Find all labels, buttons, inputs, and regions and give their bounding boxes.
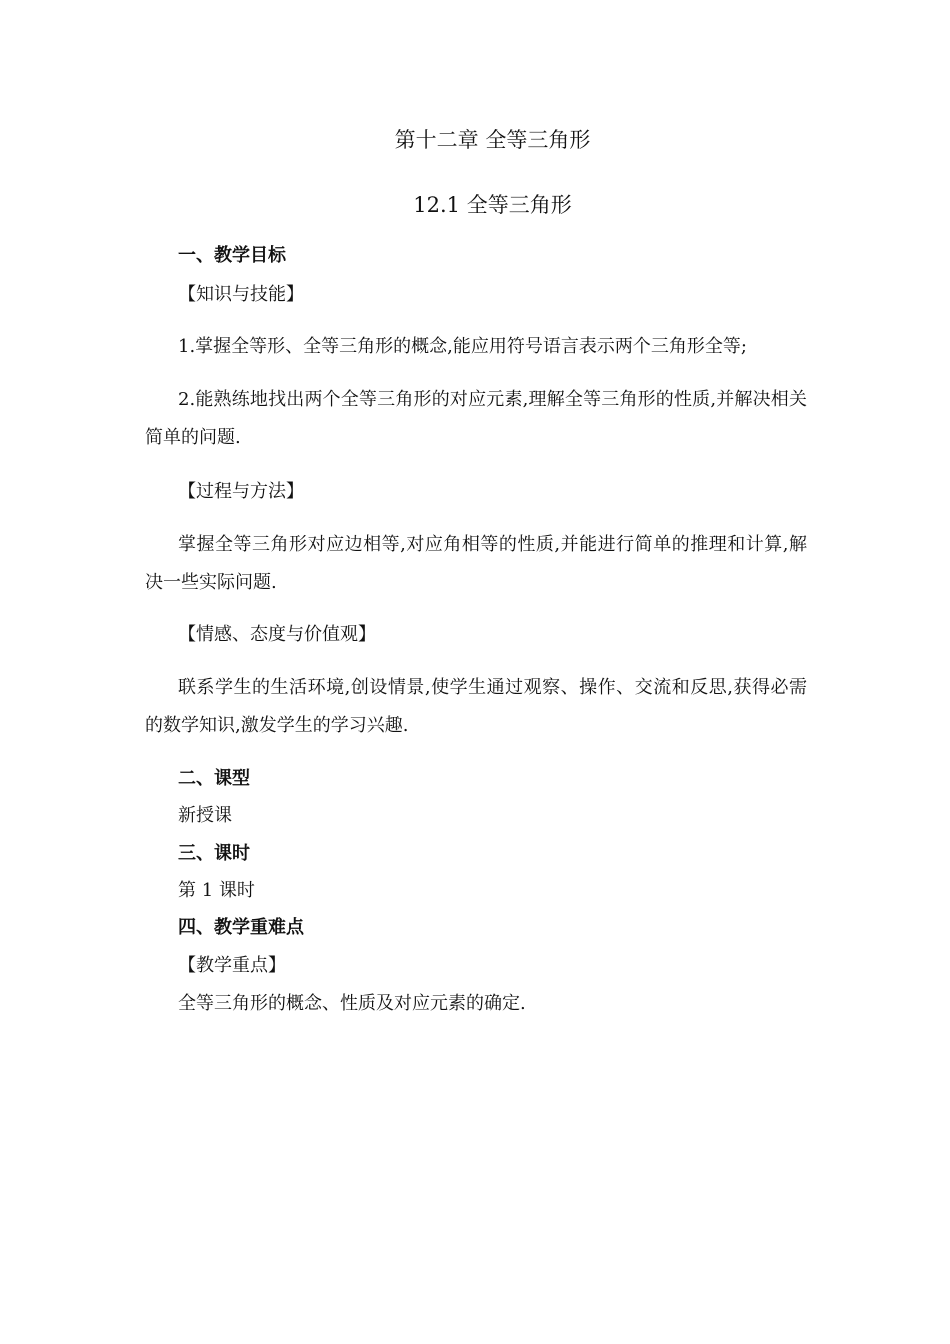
class-hours-text: 第 1 课时 <box>178 880 255 901</box>
heading-key-difficult-points: 四、教学重难点 <box>178 917 304 938</box>
heading-class-hours: 三、课时 <box>178 843 250 864</box>
chapter-title: 第十二章 全等三角形 <box>394 128 591 152</box>
subheading-teaching-focus: 【教学重点】 <box>178 955 286 976</box>
emotion-paragraph: 联系学生的生活环境,创设情景,使学生通过观察、操作、交流和反思,获得必需的数学知识,激发学生的学习兴趣. <box>145 677 807 736</box>
lesson-type-text: 新授课 <box>178 805 232 826</box>
process-paragraph: 掌握全等三角形对应边相等,对应角相等的性质,并能进行简单的推理和计算,解决一些实际问题. <box>145 534 807 593</box>
heading-teaching-goals: 一、教学目标 <box>178 245 286 266</box>
subheading-process-methods: 【过程与方法】 <box>178 481 304 502</box>
section-title: 12.1 全等三角形 <box>413 193 572 217</box>
teaching-focus-text: 全等三角形的概念、性质及对应元素的确定. <box>178 993 526 1014</box>
knowledge-paragraph-2: 2.能熟练地找出两个全等三角形的对应元素,理解全等三角形的性质,并解决相关简单的问题. <box>145 389 807 448</box>
subheading-knowledge-skills: 【知识与技能】 <box>178 284 304 305</box>
heading-lesson-type: 二、课型 <box>178 768 250 789</box>
knowledge-paragraph-1: 1.掌握全等形、全等三角形的概念,能应用符号语言表示两个三角形全等; <box>178 336 747 357</box>
subheading-emotion-attitude-values: 【情感、态度与价值观】 <box>178 624 376 645</box>
